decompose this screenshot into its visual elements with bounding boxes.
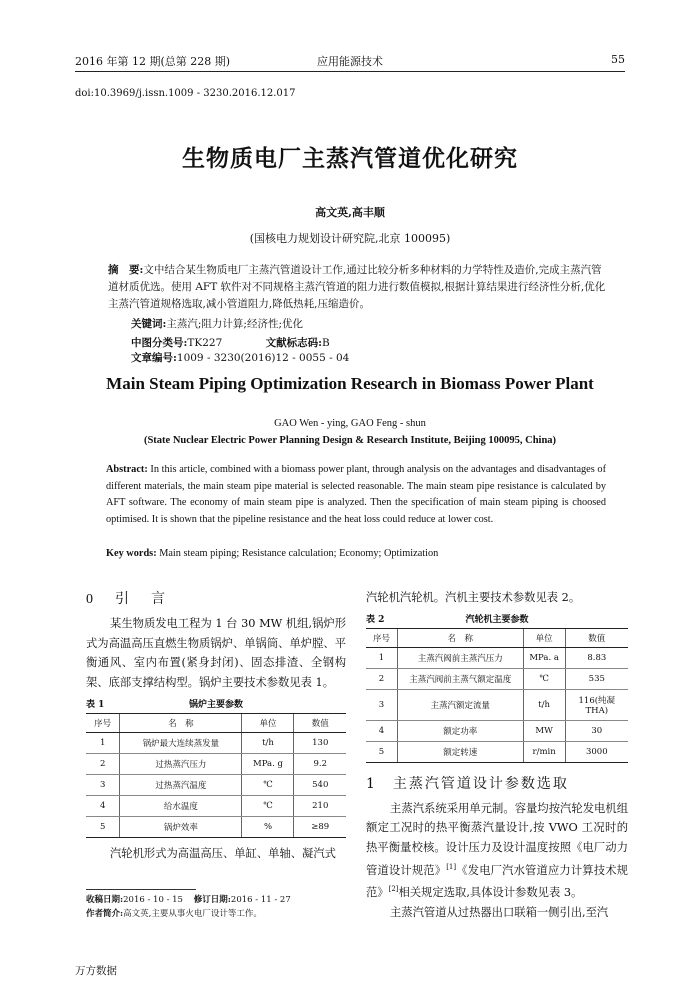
keywords-cn-label: 关键词: (131, 318, 167, 330)
footnote-divider (86, 889, 196, 890)
authors-english: GAO Wen - ying, GAO Feng - shun (274, 418, 426, 429)
abstract-cn-text: 文中结合某生物质电厂主蒸汽管道设计工作,通过比较分析多种材料的力学特性及造价,完成主蒸汽管道材质优选。使用 AFT 软件对不同规格主蒸汽管道的阻力进行数值模拟,根据计算结果进行经济性分析,优化主蒸汽管道规格选取,减小管道阻力,降低热耗,压缩造价。 (108, 264, 606, 310)
abstract-en-label: Abstract: (106, 464, 148, 475)
table-row: 1 主蒸汽阀前主蒸汽压力 MPa. a 8.83 (366, 647, 628, 668)
classification-line (131, 335, 611, 365)
table-2-title: 汽轮机主要参数 (465, 614, 529, 625)
abstract-chinese (108, 262, 606, 313)
journal-name: 应用能源技术 (317, 55, 383, 68)
keywords-en-label: Key words: (106, 548, 157, 559)
table-1-title: 锅炉主要参数 (188, 699, 243, 710)
table-1-header: 序号 (86, 713, 120, 732)
article-number: 文章编号:1009 - 3230(2016)12 - 0055 - 04 (131, 352, 350, 364)
keywords-chinese (131, 316, 303, 331)
table-1-header: 名 称 (120, 713, 242, 732)
table-row: 3 主蒸汽额定流量 t/h 116(纯凝 THA) (366, 689, 628, 720)
doi: doi:10.3969/j.issn.1009 - 3230.2016.12.017 (75, 88, 296, 99)
table-2-header: 数值 (565, 628, 628, 647)
dates-line: 收稿日期:2016 - 10 - 15 修订日期:2016 - 11 - 27 (86, 895, 291, 905)
reference-2: [2] (388, 885, 399, 894)
watermark: 万方数据 (75, 965, 117, 977)
keywords-cn-text: 主蒸汽;阻力计算;经济性;优化 (166, 318, 304, 330)
table-row: 4 额定功率 MW 30 (366, 720, 628, 741)
table-2-caption (366, 612, 628, 628)
running-header (75, 53, 625, 73)
page-number: 55 (611, 53, 625, 66)
turbine-type-paragraph: 汽轮机形式为高温高压、单缸、单轴、凝汽式 (110, 846, 336, 860)
table-2-header: 名 称 (397, 628, 523, 647)
table-2-header: 序号 (366, 628, 397, 647)
table-1 (86, 713, 346, 838)
abstract-english (106, 462, 606, 528)
table-row: 2 过热蒸汽压力 MPa. g 9.2 (86, 753, 346, 774)
affiliation-english: (State Nuclear Electric Power Planning Design & Research Institute, Beijing 100095, China) (143, 435, 557, 446)
section-1-paragraph-2: 主蒸汽管道从过热器出口联箱一侧引出,至汽 (390, 905, 609, 919)
document-code: 文献标志码:B (265, 337, 330, 349)
section-1-paragraph: 主蒸汽系统采用单元制。容量均按汽轮发电机组额定工况时的热平衡蒸汽量设计,按 VWO 工况时的热平衡量校核。设计压力及设计温度按照《电厂动力管道设计规范》[1]《发电厂汽水管道应力计算技术规范》[2]相关规定选取,具体设计参数见表 3。 (366, 801, 628, 900)
affiliation-chinese: (国核电力规划设计研究院,北京 100095) (249, 232, 451, 245)
footnote (86, 893, 291, 921)
table-row: 5 锅炉效率 % ≥89 (86, 816, 346, 837)
abstract-cn-label: 摘 要: (108, 264, 144, 276)
table-1-number: 表 1 (86, 699, 105, 710)
right-column (366, 588, 628, 922)
table-2-number: 表 2 (366, 614, 385, 625)
section-0-paragraph: 某生物质发电工程为 1 台 30 MW 机组,锅炉形式为高温高压直燃生物质锅炉、单锅筒、单炉膛、平衡通风、室内布置(紧身封闭)、固态排渣、全钢构架、底部支撑结构型。锅炉主要技术参数见表 1。 (86, 617, 346, 690)
keywords-english (106, 548, 438, 559)
table-row: 2 主蒸汽阀前主蒸气额定温度 ℃ 535 (366, 668, 628, 689)
table-row: 4 给水温度 ℃ 210 (86, 795, 346, 816)
table-1-caption (86, 697, 346, 713)
table-1-header: 单位 (242, 713, 294, 732)
table-row: 3 过热蒸汽温度 ℃ 540 (86, 774, 346, 795)
section-0-heading: 0 引 言 (86, 592, 169, 607)
table-row: 1 锅炉最大连续蒸发量 t/h 130 (86, 732, 346, 753)
table-2-header: 单位 (523, 628, 565, 647)
abstract-en-text: In this article, combined with a biomass power plant, through analysis on the advantages and disadvantages of different materials, the main steam pipe material is selected reasonable. The main steam pipe resistance is calculated by AFT software. The economy of main steam pipe is analyzed. Then the specification of main steam piping is choosed optimised. It is shown that the pipeline resistance and the heat loss could reduce at lower cost. (106, 464, 607, 525)
issue-info: 2016 年第 12 期(总第 228 期) (75, 55, 231, 68)
table-1-header: 数值 (294, 713, 346, 732)
section-1-heading: 1 主蒸汽管道设计参数选取 (366, 775, 569, 792)
title-english: Main Steam Piping Optimization Research in Biomass Power Plant (106, 374, 594, 393)
authors-chinese: 高文英,高丰顺 (315, 206, 385, 219)
table-2 (366, 628, 628, 763)
title-chinese: 生物质电厂主蒸汽管道优化研究 (182, 145, 518, 172)
author-bio-line: 作者简介:高文英,主要从事火电厂设计等工作。 (86, 909, 262, 919)
reference-1: [1] (446, 862, 457, 871)
keywords-en-text: Main steam piping; Resistance calculation; Economy; Optimization (159, 548, 439, 559)
header-divider (75, 71, 625, 72)
clc-code: 中图分类号:TK227 (131, 337, 223, 349)
left-column (86, 588, 346, 864)
table-2-intro: 汽轮机汽轮机。汽机主要技术参数见表 2。 (366, 591, 581, 604)
table-row: 5 额定转速 r/min 3000 (366, 741, 628, 762)
